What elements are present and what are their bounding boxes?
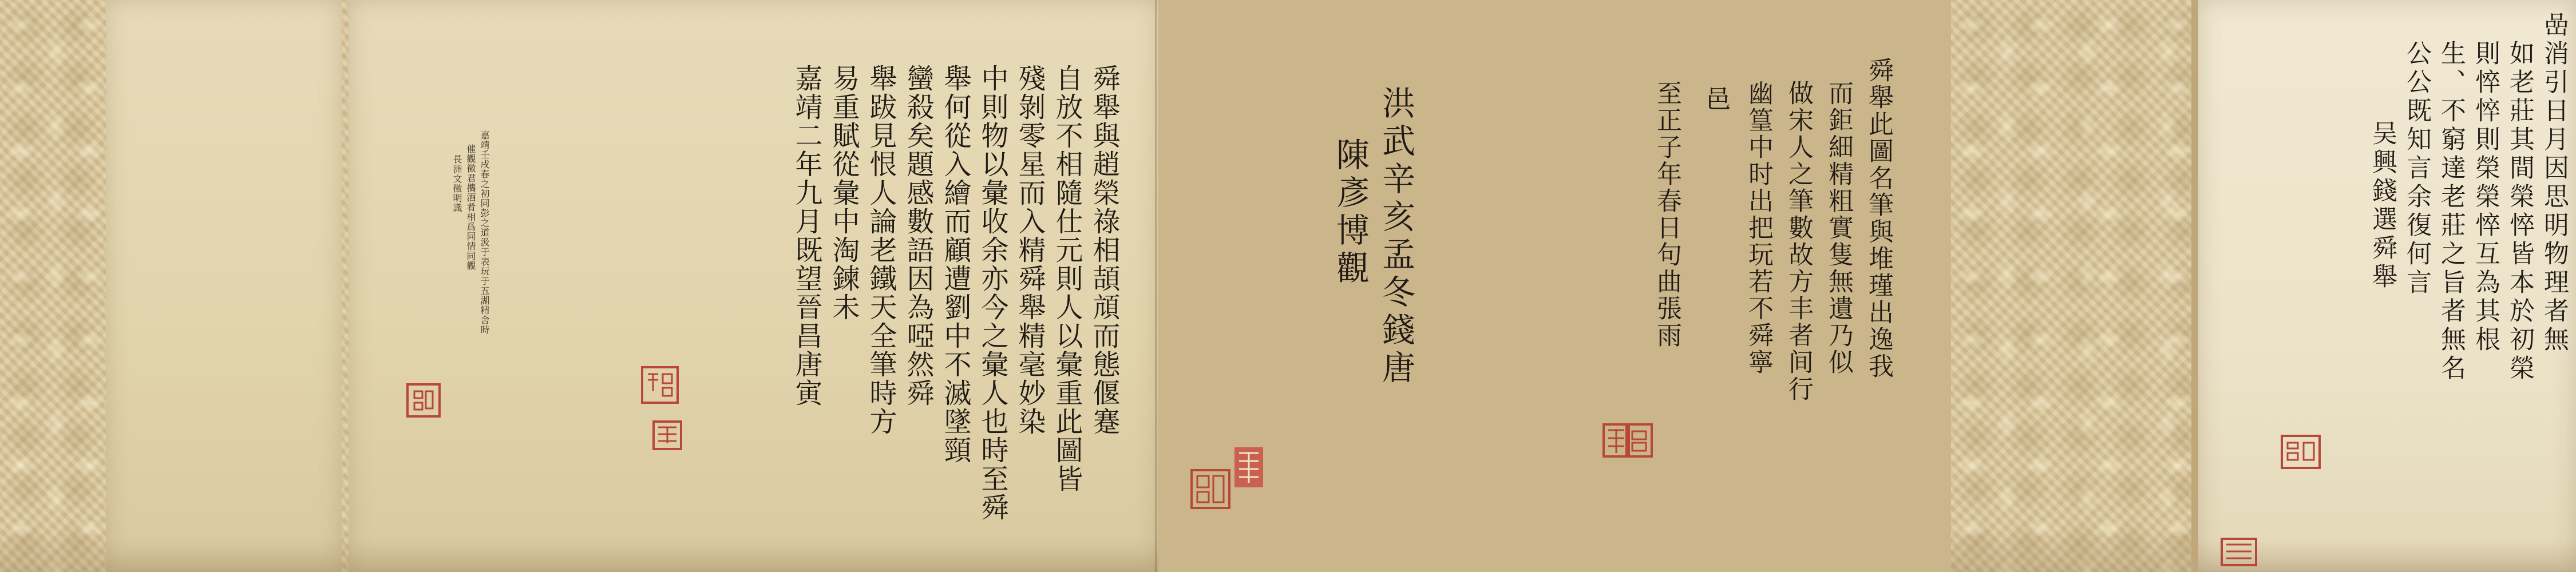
main-colophon-line-5: 舉何從入繪而顧遭劉中不滅墜頸 — [939, 64, 971, 464]
paper-panel-inscription — [106, 0, 342, 572]
main-colophon-line-1: 舜舉與趙榮祿相頡頏而態偃蹇 — [1088, 64, 1120, 436]
seal-square-1 — [406, 383, 441, 418]
zhangyu-colophon-line-6: 邑 — [1701, 86, 1730, 113]
seal-square-4 — [1190, 469, 1230, 509]
small-inscription-line-3: 長洲文徵明識 — [452, 154, 462, 213]
seal-square-2 — [641, 366, 679, 404]
seal-rect-1 — [1233, 446, 1264, 488]
zhangyu-colophon-line-3: 做宋人之筆數故方丰者间行 — [1784, 80, 1813, 403]
seal-rect-3 — [1625, 423, 1653, 458]
seal-rect-5 — [2221, 538, 2257, 566]
zhangyu-colophon-line-2: 而鉅細精粗實隻無遺乃似 — [1824, 80, 1853, 376]
right-colophon-line-1: 嵒消引日月因思明物理者無 — [2539, 11, 2569, 355]
middle-colophon-line-1: 洪武辛亥孟冬錢唐 — [1376, 86, 1415, 388]
zhangyu-colophon-line-4: 幽篁中时出把玩若不舜寧 — [1744, 80, 1773, 376]
seal-rect-4 — [2281, 435, 2321, 469]
silk-divider-1 — [342, 0, 349, 572]
main-colophon-line-8: 易重賦從彙中淘鍊未 — [828, 64, 860, 321]
main-colophon-line-6: 蠻殺矣題感數語因為啞然舜 — [902, 64, 934, 407]
mount-edge — [2191, 0, 2198, 572]
main-colophon-line-9: 嘉靖二年九月既望晉昌唐寅 — [790, 64, 822, 407]
middle-colophon-line-2: 陳彥博觀 — [1331, 137, 1370, 288]
right-colophon-line-5: 公公既知言余復何言 — [2402, 40, 2431, 297]
zhangyu-colophon-line-5: 至正子年春日句曲張雨 — [1652, 80, 1681, 349]
seal-square-3 — [652, 420, 682, 450]
small-inscription-line-2: 催觀徵君攜酒肴相爲同情同觀 — [465, 144, 476, 271]
right-colophon-line-2: 如老莊其間榮悴皆本於初榮 — [2505, 40, 2534, 383]
small-inscription-line-1: 嘉靖壬戌春之初同彭之道汲于表玩于五湖精舍時 — [479, 130, 490, 335]
silk-mount-right — [1951, 0, 2191, 572]
right-colophon-line-3: 則悴悴則榮榮悴互為其根 — [2471, 40, 2500, 355]
right-colophon-line-6: 吴興錢選舜舉 — [2368, 120, 2397, 292]
main-colophon-line-2: 自放不相隨仕元則人以彙重此圖皆 — [1051, 64, 1083, 493]
silk-mount-left — [0, 0, 106, 572]
main-colophon-line-7: 舉跋見恨人論老鐵天全筆時方 — [865, 64, 897, 436]
right-colophon-line-4: 生、不窮達老莊之旨者無名 — [2436, 40, 2466, 383]
paper-seam — [1155, 0, 1157, 572]
main-colophon-line-4: 中則物以彙收余亦今之彙人也時至舜 — [976, 64, 1008, 522]
zhangyu-colophon-line-1: 舜舉此圖名筆與堆瑾出逸我 — [1864, 57, 1893, 380]
main-colophon-line-3: 殘剝零星而入精舜舉精毫妙染 — [1014, 64, 1046, 436]
